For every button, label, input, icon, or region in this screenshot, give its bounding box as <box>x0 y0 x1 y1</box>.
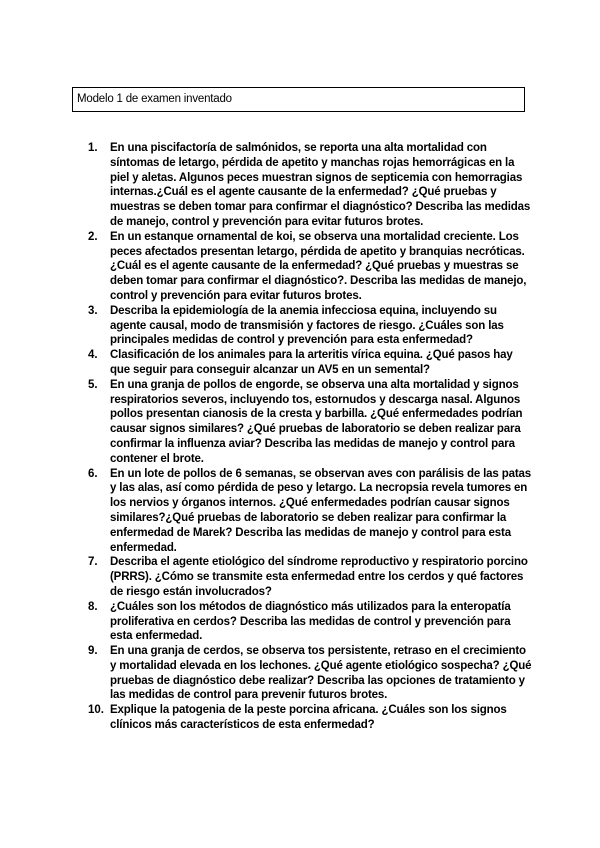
question-text-line: de riesgo están involucrados? <box>110 585 272 598</box>
question-number: 6. <box>88 467 98 480</box>
question-item <box>88 467 532 556</box>
question-text-line: proliferativa en cerdos? Describa las medidas de control y prevención para <box>110 615 511 628</box>
question-number: 9. <box>88 645 98 658</box>
question-text-line: que seguir para conseguir alcanzar un AV5 en un semental? <box>110 363 430 376</box>
question-number: 2. <box>88 230 98 243</box>
question-number: 8. <box>88 600 98 613</box>
question-item <box>88 141 531 230</box>
question-text-line: las medidas de control para prevenir futuros brotes. <box>110 689 388 702</box>
question-item <box>88 703 518 733</box>
document-title-box <box>72 87 525 112</box>
question-text-line: En un lote de pollos de 6 semanas, se observan aves con parálisis de las patas <box>110 467 532 480</box>
question-text-line: piel y aletas. Algunos peces muestran signos de septicemia con hemorragias <box>110 171 523 184</box>
question-text-line: confirmar la influenza aviar? Describa las medidas de manejo y control para <box>110 437 515 450</box>
question-item <box>88 555 528 599</box>
question-text-line: deben tomar para confirmar el diagnóstico?. Describa las medidas de manejo, <box>110 275 527 288</box>
question-text-line: causar signos similares? ¿Qué pruebas de laboratorio se deben realizar para <box>110 423 521 436</box>
question-item <box>88 348 518 378</box>
question-text-line: clínicos más característicos de esta enfermedad? <box>110 719 375 732</box>
question-text-line: y mortalidad elevada en los lechones. ¿Qué agente etiológico sospecha? ¿Qué <box>110 659 532 672</box>
question-text-line: Clasificación de los animales para la arteritis vírica equina. ¿Qué pasos hay <box>110 349 513 362</box>
question-text-line: ¿Cuál es el agente causante de la enfermedad? ¿Qué pruebas y muestras se <box>110 260 519 273</box>
question-text-line: muestras se deben tomar para confirmar el diagnóstico? Describa las medidas <box>110 201 531 214</box>
question-text-line: Explique la patogenia de la peste porcina africana. ¿Cuáles son los signos <box>110 704 507 717</box>
question-list <box>88 141 532 733</box>
question-text-line: similares?¿Qué pruebas de laboratorio se deben realizar para confirmar la <box>110 511 507 524</box>
question-text-line: de manejo, control y prevención para evitar futuros brotes. <box>110 215 424 228</box>
question-number: 10. <box>88 704 104 717</box>
document-title: Modelo 1 de examen inventado <box>77 93 232 105</box>
question-text-line: esta enfermedad. <box>110 630 203 643</box>
question-text-line: principales medidas de control y prevención para esta enfermedad? <box>110 334 473 347</box>
question-text-line: los nervios y órganos internos. ¿Qué enfermedades podrían causar signos <box>110 497 510 510</box>
question-number: 5. <box>88 378 98 391</box>
question-item <box>88 644 532 703</box>
question-item <box>88 304 518 348</box>
question-text-line: Describa la epidemiología de la anemia infecciosa equina, incluyendo su <box>110 304 497 317</box>
question-text-line: síntomas de letargo, pérdida de apetito y manchas rojas hemorrágicas en la <box>110 156 515 169</box>
question-text-line: y las alas, así como pérdida de peso y letargo. La necropsia revela tumores en <box>110 482 528 495</box>
question-text-line: control y prevención para evitar futuros brotes. <box>110 289 362 302</box>
question-text-line: enfermedad de Marek? Describa las medidas de manejo y control para esta <box>110 526 511 539</box>
question-text-line: respiratorios severos, incluyendo tos, estornudos y descarga nasal. Algunos <box>110 393 521 406</box>
question-text-line: En una granja de cerdos, se observa tos persistente, retraso en el crecimiento <box>110 645 526 658</box>
question-text-line: internas.¿Cuál es el agente causante de la enfermedad? ¿Qué pruebas y <box>110 186 497 199</box>
question-text-line: En una piscifactoría de salmónidos, se reporta una alta mortalidad con <box>110 142 487 154</box>
question-text-line: pruebas de diagnóstico debe realizar? Describa las opciones de tratamiento y <box>110 674 525 687</box>
question-number: 4. <box>88 349 98 362</box>
question-number: 3. <box>88 304 98 317</box>
question-text-line: pollos presentan cianosis de la cresta y barbilla. ¿Qué enfermedades podrían <box>110 408 523 421</box>
question-number: 1. <box>88 142 98 154</box>
question-text-line: En una granja de pollos de engorde, se observa una alta mortalidad y signos <box>110 378 519 391</box>
question-text-line: ¿Cuáles son los métodos de diagnóstico más utilizados para la enteropatía <box>110 600 511 613</box>
question-text-line: Describa el agente etiológico del síndrome reproductivo y respiratorio porcino <box>110 556 528 569</box>
question-text-line: En un estanque ornamental de koi, se observa una mortalidad creciente. Los <box>110 230 519 243</box>
question-text-line: (PRRS). ¿Cómo se transmite esta enfermedad entre los cerdos y qué factores <box>110 571 524 584</box>
question-text-line: peces afectados presentan letargo, pérdida de apetito y branquias necróticas. <box>110 245 525 258</box>
question-item <box>88 600 518 644</box>
question-item <box>88 230 527 304</box>
question-text-line: enfermedad. <box>110 541 177 554</box>
question-text-line: contener el brote. <box>110 452 204 465</box>
question-text-line: agente causal, modo de transmisión y factores de riesgo. ¿Cuáles son las <box>110 319 504 332</box>
question-item <box>88 378 523 467</box>
question-number: 7. <box>88 556 98 569</box>
